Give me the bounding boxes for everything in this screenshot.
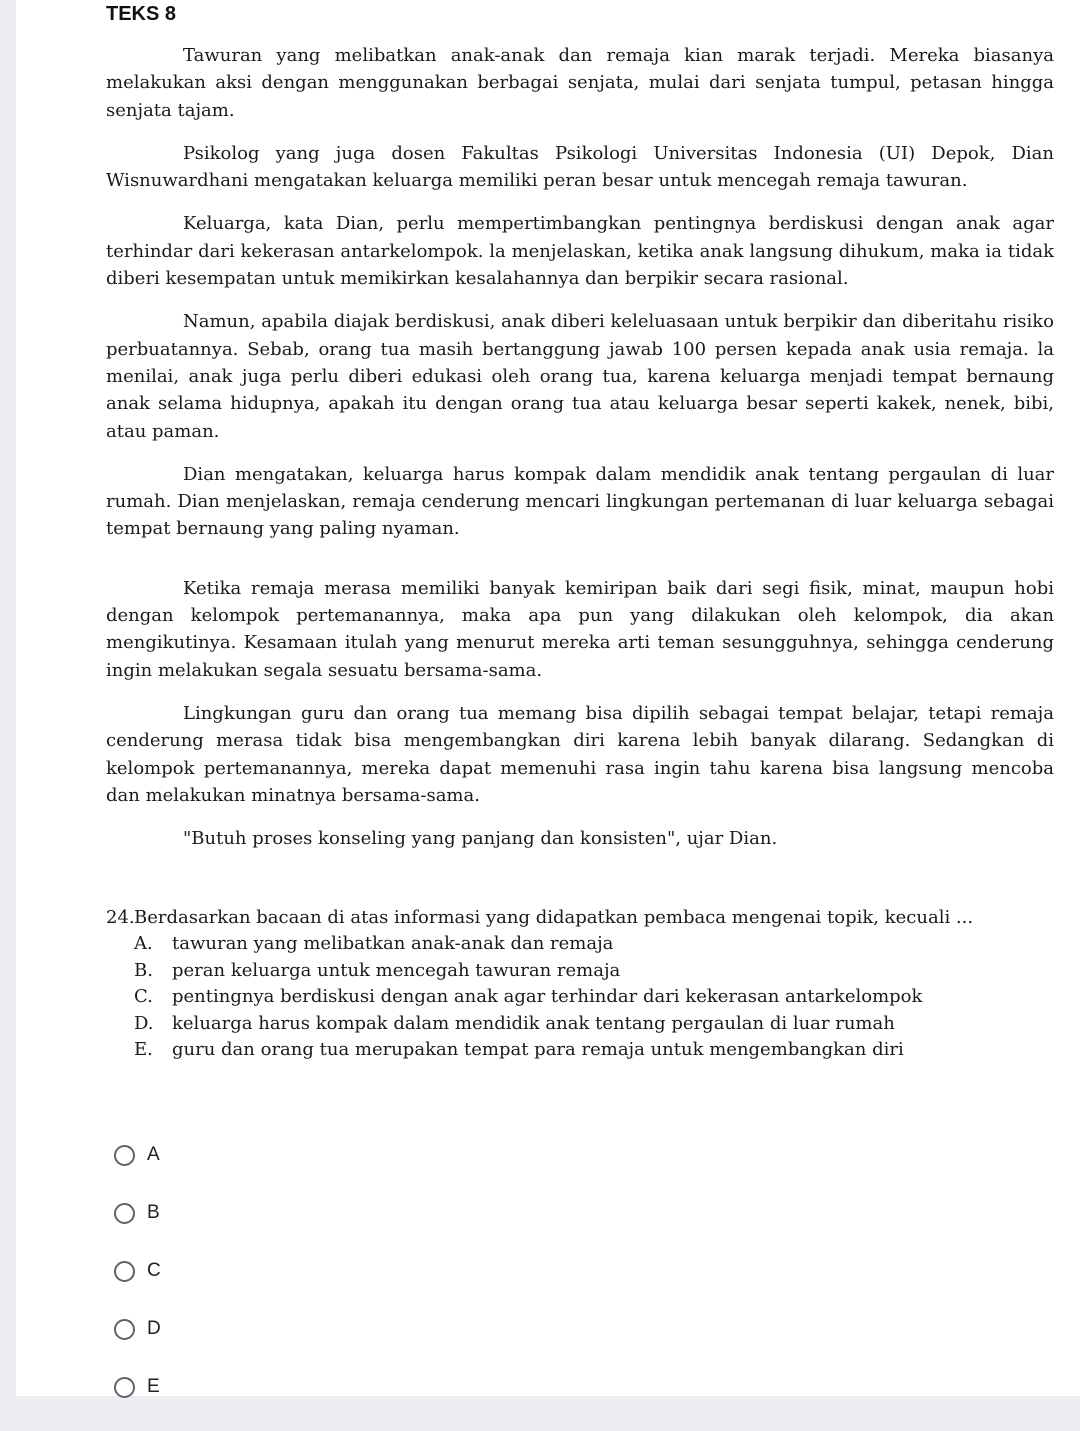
passage-paragraph-8: "Butuh proses konseling yang panjang dan konsisten", ujar Dian. [183,828,778,850]
option-letter: A. [134,933,153,954]
answer-radio-group [114,1141,161,1431]
passage-paragraph-1: Tawuran yang melibatkan anak-anak dan remaja kian marak terjadi. Mereka biasanya melakukan aksi dengan menggunakan berbagai senjata, mulai dari senjata tumpul, petasan hingga senjata tajam. [106,45,1054,121]
choice-label[interactable]: D [147,1318,161,1339]
option-letter: D. [134,1012,154,1034]
passage-paragraph-6: Ketika remaja merasa memiliki banyak kemiripan baik dari segi fisik, minat, maupun hobi dengan kelompok pertemanannya, maka apa pun yang dilakukan oleh kelompok, dia akan mengikutinya. Kesamaan itulah yang menurut mereka arti teman sesungguhnya, sehingga cenderung ingin melakukan segala sesuatu bersama-sama. [106,577,1054,681]
passage-paragraph-3: Keluarga, kata Dian, perlu mempertimbangkan pentingnya berdiskusi dengan anak agar terhindar dari kekerasan antarkelompok. la menjelaskan, ketika anak langsung dihukum, maka ia tidak diberi kesempatan untuk memikirkan kesalahannya dan berpikir secara rasional. [106,213,1054,290]
question-card [16,0,1080,1396]
option-text-e [134,1037,1066,1064]
option-text: tawuran yang melibatkan anak-anak dan remaja [172,933,614,954]
option-letter: C. [134,986,153,1008]
choice-a[interactable] [114,1141,161,1169]
option-text-b [134,958,1066,985]
option-text: keluarga harus kompak dalam mendidik anak tentang pergaulan di luar rumah [172,1012,895,1034]
radio-button[interactable] [114,1377,135,1398]
choice-d[interactable] [114,1315,161,1343]
answer-options-list [106,931,1066,1064]
option-text: peran keluarga untuk mencegah tawuran remaja [172,959,621,981]
question-number: 24. [106,907,135,928]
text-title: TEKS 8 [106,3,177,25]
reading-passage [106,42,1054,868]
question-block [106,904,1066,1064]
question-text: Berdasarkan bacaan di atas informasi yang didapatkan pembaca mengenai topik, kecuali ... [134,907,974,928]
choice-c[interactable] [114,1257,161,1285]
option-text-a [134,931,1066,958]
option-text-d [134,1011,1066,1038]
choice-label[interactable]: C [147,1260,161,1281]
radio-button[interactable] [114,1145,135,1166]
choice-label[interactable]: A [147,1144,160,1165]
option-text: guru dan orang tua merupakan tempat para remaja untuk mengembangkan diri [172,1039,904,1061]
choice-label[interactable]: E [147,1376,160,1397]
choice-label[interactable]: B [147,1202,160,1223]
radio-button[interactable] [114,1319,135,1340]
passage-paragraph-2: Psikolog yang juga dosen Fakultas Psikologi Universitas Indonesia (UI) Depok, Dian Wisnuwardhani mengatakan keluarga memiliki peran besar untuk mencegah remaja tawuran. [106,142,1054,192]
passage-paragraph-4: Namun, apabila diajak berdiskusi, anak diberi keleluasaan untuk berpikir dan diberitahu risiko perbuatannya. Sebab, orang tua masih bertanggung jawab 100 persen kepada anak usia remaja. la menilai, anak juga perlu diberi edukasi oleh orang tua, karena keluarga menjadi tempat bernaung anak selama hidupnya, apakah itu dengan orang tua atau keluarga besar seperti kakek, nenek, bibi, atau paman. [106,311,1054,442]
passage-paragraph-5: Dian mengatakan, keluarga harus kompak dalam mendidik anak tentang pergaulan di luar rumah. Dian menjelaskan, remaja cenderung mencari lingkungan pertemanan di luar keluarga sebagai tempat bernaung yang paling nyaman. [106,463,1054,540]
choice-e[interactable] [114,1373,161,1401]
option-text: pentingnya berdiskusi dengan anak agar terhindar dari kekerasan antarkelompok [172,986,923,1008]
passage-paragraph-7: Lingkungan guru dan orang tua memang bisa dipilih sebagai tempat belajar, tetapi remaja cenderung merasa tidak bisa mengembangkan diri karena lebih banyak dilarang. Sedangkan di kelompok pertemanannya, mereka dapat memenuhi rasa ingin tahu karena bisa langsung mencoba dan melakukan minatnya bersama-sama. [106,702,1054,806]
choice-b[interactable] [114,1199,161,1227]
option-letter: E. [134,1039,153,1061]
option-text-c [134,984,1066,1011]
option-letter: B. [134,959,153,981]
question-stem [106,904,1066,931]
radio-button[interactable] [114,1203,135,1224]
radio-button[interactable] [114,1261,135,1282]
